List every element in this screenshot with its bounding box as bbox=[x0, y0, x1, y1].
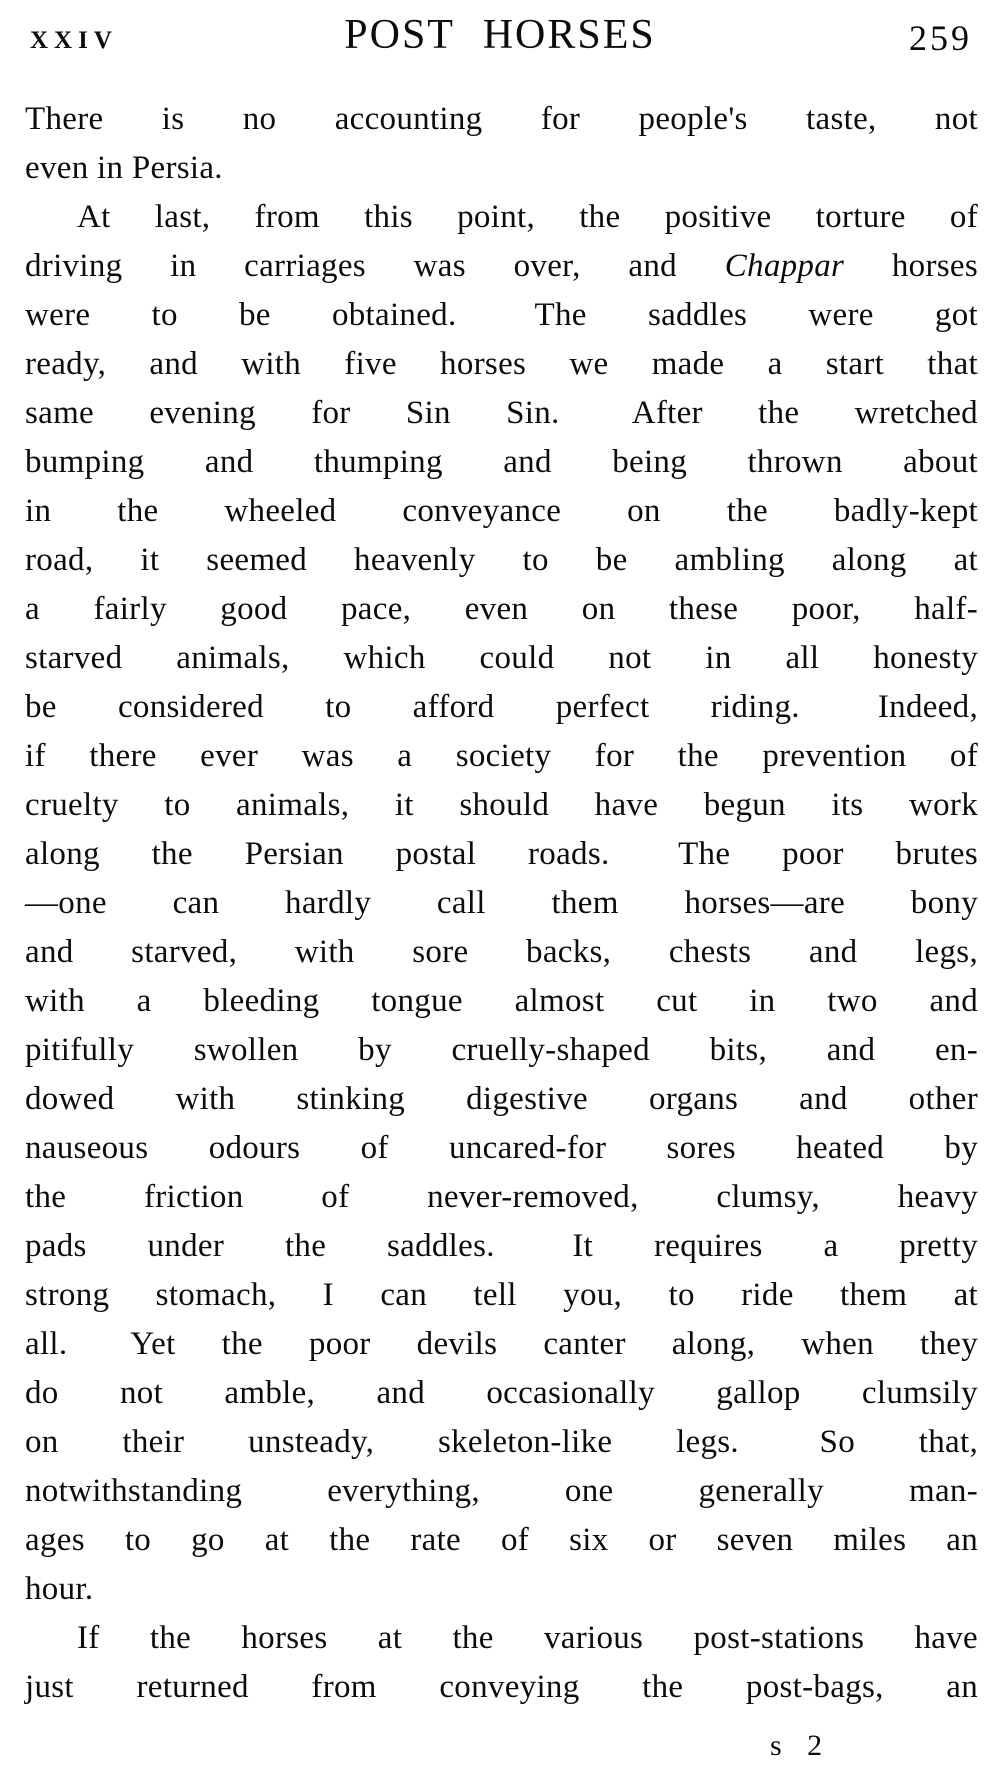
text-line: all. Yet the poor devils canter along, when they bbox=[25, 1326, 978, 1362]
text-line: strong stomach, I can tell you, to ride them at bbox=[25, 1277, 978, 1313]
text-line: bumping and thumping and being thrown about bbox=[25, 444, 978, 480]
text-line: just returned from conveying the post-bags, an bbox=[25, 1669, 978, 1705]
text-line: ages to go at the rate of six or seven miles an bbox=[25, 1522, 978, 1558]
text-line: the friction of never-removed, clumsy, heavy bbox=[25, 1179, 978, 1215]
text-line: At last, from this point, the positive torture of bbox=[77, 199, 978, 235]
text-line: with a bleeding tongue almost cut in two and bbox=[25, 983, 978, 1019]
text-line: cruelty to animals, it should have begun its work bbox=[25, 787, 978, 823]
text-line: a fairly good pace, even on these poor, half- bbox=[25, 591, 978, 627]
text-line: —one can hardly call them horses—are bony bbox=[25, 885, 978, 921]
text-line: be considered to afford perfect riding. Indeed, bbox=[25, 689, 978, 725]
text-line: If the horses at the various post-stations have bbox=[77, 1620, 978, 1656]
signature-mark: s 2 bbox=[770, 1729, 823, 1762]
text-line: pitifully swollen by cruelly-shaped bits, and en- bbox=[25, 1032, 978, 1068]
text-line: notwithstanding everything, one generally man- bbox=[25, 1473, 978, 1509]
text-line: in the wheeled conveyance on the badly-kept bbox=[25, 493, 978, 529]
text-line: dowed with stinking digestive organs and other bbox=[25, 1081, 978, 1117]
chapter-number: XXIV bbox=[30, 27, 118, 54]
text-line: ready, and with five horses we made a start that bbox=[25, 346, 978, 382]
text-line: and starved, with sore backs, chests and legs, bbox=[25, 934, 978, 970]
text-line: road, it seemed heavenly to be ambling along at bbox=[25, 542, 978, 578]
running-title: POST HORSES bbox=[344, 12, 656, 58]
text-line: starved animals, which could not in all honesty bbox=[25, 640, 978, 676]
text-line: were to be obtained. The saddles were got bbox=[25, 297, 978, 333]
text-line: on their unsteady, skeleton-like legs. So that, bbox=[25, 1424, 978, 1460]
text-line: along the Persian postal roads. The poor brutes bbox=[25, 836, 978, 872]
text-line: driving in carriages was over, and Chappar horses bbox=[25, 248, 979, 284]
text-line: do not amble, and occasionally gallop clumsily bbox=[25, 1375, 978, 1411]
text-line: hour. bbox=[25, 1571, 94, 1607]
text-line: pads under the saddles. It requires a pretty bbox=[25, 1228, 978, 1264]
text-line: There is no accounting for people's taste, not bbox=[25, 101, 978, 137]
text-line: if there ever was a society for the prevention of bbox=[25, 738, 978, 774]
text-line: nauseous odours of uncared-for sores heated by bbox=[25, 1130, 978, 1166]
text-line: same evening for Sin Sin. After the wretched bbox=[25, 395, 978, 431]
page-number: 259 bbox=[909, 18, 972, 58]
text-line: even in Persia. bbox=[25, 150, 223, 186]
page-body bbox=[25, 95, 978, 1712]
italic-text: Chappar bbox=[724, 248, 845, 284]
